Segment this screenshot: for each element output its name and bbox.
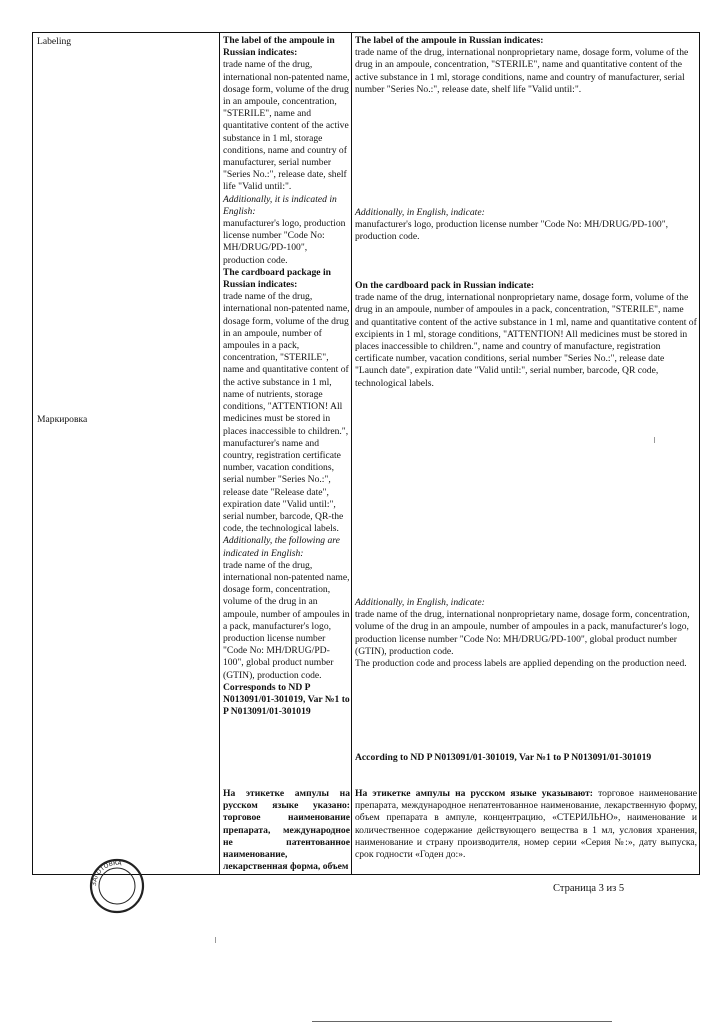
mid-carton-en-text: trade name of the drug, international non-patented name, dosage form, concentration, volume of the drug in an ampoule, number of ampoules in a pack, manufacturer's logo, production license number "Code No: MH/DRUG/PD-100", global product number (GTIN), production code. — [223, 559, 350, 681]
right-ampoule-en-heading: Additionally, in English, indicate: — [355, 207, 485, 218]
page-number: Страница 3 из 5 — [553, 883, 625, 894]
scan-edge-line — [312, 1021, 612, 1022]
right-russian-label — [355, 788, 697, 861]
right-ampoule-heading: The label of the ampoule in Russian indicates: — [355, 35, 544, 46]
row-label-english: Labeling — [37, 36, 72, 47]
mid-carton-en-heading: Additionally, the following are indicated in English: — [223, 535, 340, 559]
mid-corresponds: Corresponds to ND P N013091/01-301019, Var №1 to P N013091/01-301019 — [223, 681, 350, 718]
scan-speck — [215, 937, 216, 943]
right-russian-label-heading: На этикетке ампулы на русском языке указывают: — [355, 788, 593, 799]
column-divider — [219, 33, 220, 874]
mid-russian-label — [223, 788, 350, 873]
column-divider — [351, 33, 352, 874]
right-ampoule-en-text: manufacturer's logo, production license number "Code No: MH/DRUG/PD-100", production code. — [355, 219, 669, 243]
mid-ampoule-en-heading: Additionally, it is indicated in English: — [223, 193, 337, 217]
right-production-note: The production code and process labels are applied depending on the production need. — [355, 658, 687, 670]
mid-russian-label-text: На этикетке ампулы на русском языке указано: торговое наименование препарата, международное не патентованное наименование, лекарственная форма, объем — [223, 788, 350, 873]
labeling-table — [32, 32, 700, 875]
stamp-text: ЗАГОТОВКА — [90, 859, 122, 887]
mid-carton-heading: The cardboard package in Russian indicates: — [223, 266, 331, 291]
right-according: According to ND P N013091/01-301019, Var №1 to P N013091/01-301019 — [355, 752, 652, 763]
right-carton-en-heading: Additionally, in English, indicate: — [355, 597, 485, 608]
right-russian-label-text: торговое наименование препарата, международное непатентованное наименование, лекарственную форму, объем препарата в ампуле, концентрацию, «СТЕРИЛЬНО», наименование и количественное содержание действующего вещества в 1 мл, условия хранения, наименование и страну производителя, номер серии «Серия №:», дату выпуска, срок годности «Годен до:». — [355, 788, 697, 861]
row-label-russian: Маркировка — [37, 414, 88, 425]
mid-carton-text: trade name of the drug, international non-patented name, dosage form, volume of the drug in an ampoule, number of ampoules in a pack, concentration, "STERILE", name and quantitative content of the active substance in 1 ml, name of nutrients, storage conditions, "ATTENTION! All medicines must be stored in places inaccessible to children.", manufacturer's name and country, registration certificate number, vacation conditions, serial number "Series No.:", release date "Release date", expiration date "Valid until:", serial number, barcode, QR-the code, the technological labels. — [223, 291, 350, 535]
right-ampoule-en-block — [355, 207, 697, 244]
mid-ampoule-text: trade name of the drug, international non-patented name, dosage form, volume of the drug in an ampoule, concentration, "STERILE", name and quantitative content of the active substance in 1 ml, storage conditions, name and country of manufacturer, serial number "Series No.:", release date, shelf life "Valid until:". — [223, 59, 350, 193]
right-carton-text: trade name of the drug, international nonproprietary name, dosage form, volume of the drug in an ampoule, number of ampoules in a pack, concentration, "STERILE", name and quantitative content of the active substance in 1 ml, name and quantitative content of excipients in 1 ml, storage conditions, "ATTENTION! All medicines must be stored in places inaccessible to children.", name and country of manufacture, registration certificate number, vacation conditions, serial number "Series No.:", release date "Launch date", expiration date "Valid until:", serial number, barcode, QR code, technological labels. — [355, 292, 697, 389]
mid-ampoule-heading: The label of the ampoule in Russian indicates: — [223, 35, 335, 59]
right-carton-en-block — [355, 597, 697, 670]
right-ampoule-block — [355, 35, 697, 96]
right-carton-heading: On the cardboard pack in Russian indicate: — [355, 280, 535, 291]
right-ampoule-text: trade name of the drug, international nonproprietary name, dosage form, volume of the drug in an ampoule, concentration, "STERILE", name and quantitative content of the active substance in 1 ml, storage conditions, name and country of manufacturer, serial number "Series No.:", release date, shelf life "Valid until:". — [355, 47, 689, 95]
mid-ampoule-en-text: manufacturer's logo, production license number "Code No: MH/DRUG/PD-100", production code. — [223, 218, 346, 266]
mid-ampoule-block — [223, 35, 350, 718]
right-carton-block — [355, 280, 697, 390]
certification-stamp — [89, 858, 145, 914]
right-carton-en-text: trade name of the drug, international nonproprietary name, dosage form, concentration, volume of the drug in an ampoule, number of ampoules in a pack, manufacturer's logo, production license number "Code No: MH/DRUG/PD-100", global product number (GTIN), production code. — [355, 609, 690, 657]
scan-speck — [654, 437, 655, 443]
